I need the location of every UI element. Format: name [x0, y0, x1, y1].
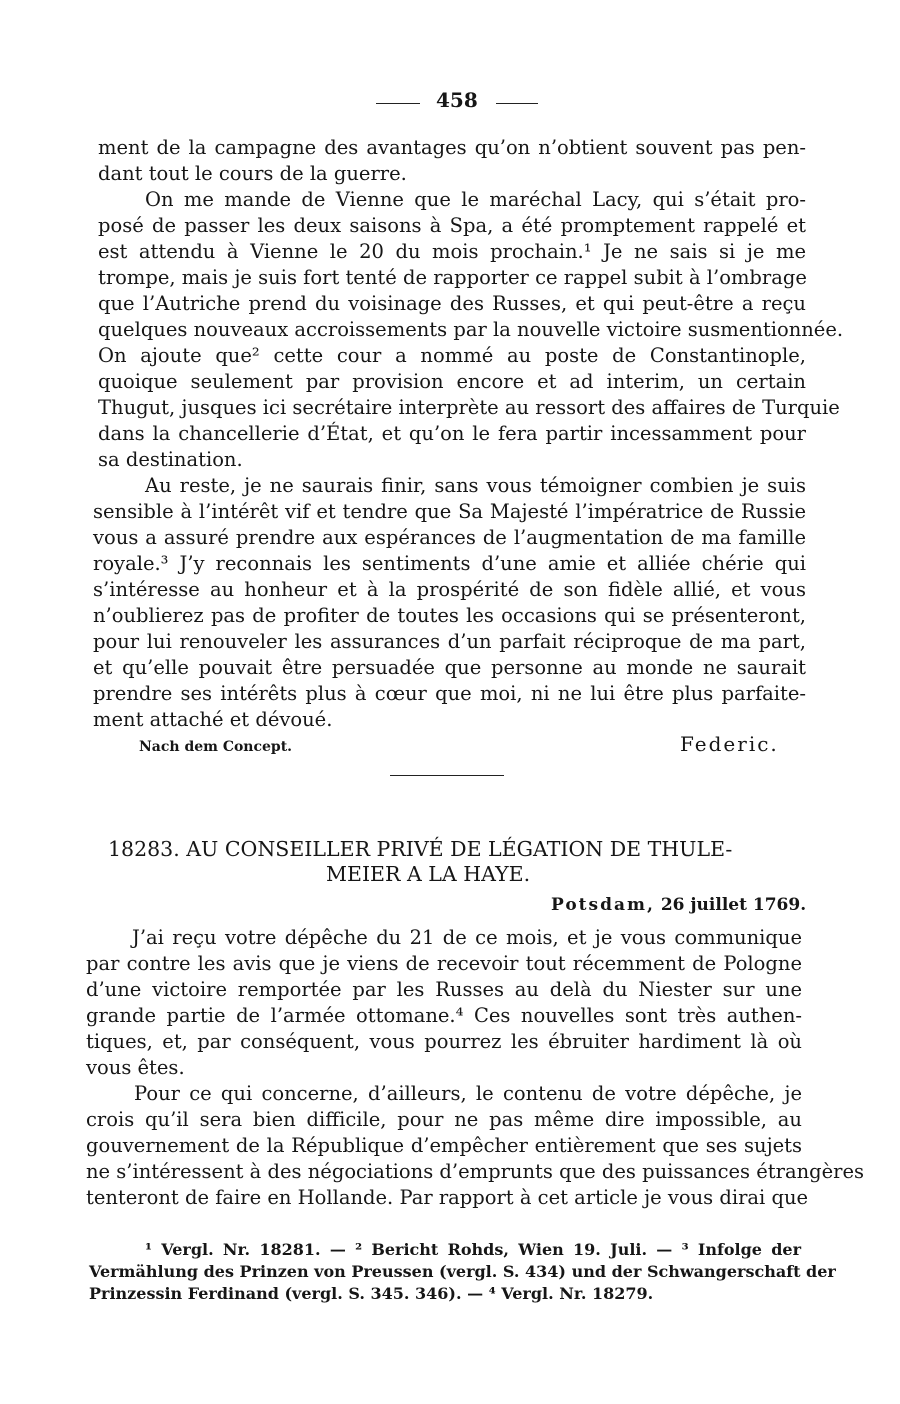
source-note: Nach dem Concept.: [139, 739, 293, 755]
body-line: que l’Autriche prend du voisinage des Russes, et qui peut-être a reçu: [98, 292, 806, 315]
body-line: gouvernement de la République d’empêcher entièrement que ses sujets: [86, 1134, 802, 1157]
body-line: pour lui renouveler les assurances d’un parfait réciproque de ma part,: [93, 630, 806, 653]
body-line: prendre ses intérêts plus à cœur que moi, ni ne lui être plus parfaite-: [93, 682, 806, 705]
body-line: est attendu à Vienne le 20 du mois prochain.¹ Je ne sais si je me: [98, 240, 806, 263]
letter-heading: 18283. AU CONSEILLER PRIVÉ DE LÉGATION DE THULE-: [108, 837, 733, 861]
footnote-line: Prinzessin Ferdinand (vergl. S. 345. 346). — ⁴ Vergl. Nr. 18279.: [89, 1284, 654, 1303]
date: 26 juillet 1769.: [660, 895, 807, 915]
body-line: Au reste, je ne saurais finir, sans vous témoigner combien je suis: [145, 474, 806, 497]
body-line: ment de la campagne des avantages qu’on n’obtient souvent pas pen-: [98, 136, 806, 159]
body-line: Pour ce qui concerne, d’ailleurs, le contenu de votre dépêche, je: [134, 1082, 802, 1105]
body-line: n’oublierez pas de profiter de toutes les occasions qui se présenteront,: [93, 604, 806, 627]
body-line: sa destination.: [98, 448, 243, 471]
footnote-line: Vermählung des Prinzen von Preussen (vergl. S. 434) und der Schwangerschaft der: [89, 1262, 836, 1281]
body-line: ne s’intéressent à des négociations d’emprunts que des puissances étrangères: [86, 1160, 865, 1183]
body-line: quoique seulement par provision encore et ad interim, un certain: [98, 370, 806, 393]
letter-heading-continued: MEIER A LA HAYE.: [326, 862, 531, 886]
header-rule-right: [496, 103, 538, 104]
signature: Federic.: [680, 732, 779, 756]
body-line: trompe, mais je suis fort tenté de rapporter ce rappel subit à l’ombrage: [98, 266, 807, 289]
body-line: J’ai reçu votre dépêche du 21 de ce mois, et je vous communique: [132, 926, 802, 949]
place-date: [551, 895, 806, 915]
body-line: vous êtes.: [86, 1056, 185, 1079]
body-line: par contre les avis que je viens de recevoir tout récemment de Pologne: [86, 952, 802, 975]
body-line: et qu’elle pouvait être persuadée que personne au monde ne saurait: [93, 656, 806, 679]
footnote-line: ¹ Vergl. Nr. 18281. — ² Bericht Rohds, Wien 19. Juli. — ³ Infolge der: [145, 1240, 801, 1259]
body-line: d’une victoire remportée par les Russes au delà du Niester sur une: [86, 978, 802, 1001]
body-line: sensible à l’intérêt vif et tendre que Sa Majesté l’impératrice de Russie: [93, 500, 806, 523]
body-line: On me mande de Vienne que le maréchal Lacy, qui s’était pro-: [145, 188, 806, 211]
body-line: Thugut, jusques ici secrétaire interprète au ressort des affaires de Turquie: [98, 396, 840, 419]
body-line: dans la chancellerie d’État, et qu’on le fera partir incessamment pour: [98, 422, 806, 445]
body-line: quelques nouveaux accroissements par la nouvelle victoire susmentionnée.: [98, 318, 844, 341]
body-line: tiques, et, par conséquent, vous pourrez les ébruiter hardiment là où: [86, 1030, 802, 1053]
body-line: posé de passer les deux saisons à Spa, a été promptement rappelé et: [98, 214, 806, 237]
header-rule-left: [376, 103, 420, 104]
page-number: 458: [436, 88, 478, 112]
section-divider: [390, 775, 504, 776]
body-line: ment attaché et dévoué.: [93, 708, 333, 731]
body-line: grande partie de l’armée ottomane.⁴ Ces nouvelles sont très authen-: [86, 1004, 802, 1027]
body-line: dant tout le cours de la guerre.: [98, 162, 407, 185]
body-line: s’intéresse au honheur et à la prospérité de son fidèle allié, et vous: [93, 578, 806, 601]
body-line: royale.³ J’y reconnais les sentiments d’une amie et alliée chérie qui: [93, 552, 806, 575]
body-line: On ajoute que² cette cour a nommé au poste de Constantinople,: [98, 344, 806, 367]
body-line: tenteront de faire en Hollande. Par rapport à cet article je vous dirai que: [86, 1186, 809, 1209]
body-line: vous a assuré prendre aux espérances de l’augmentation de ma famille: [93, 526, 806, 549]
place: Potsdam,: [551, 895, 655, 915]
body-line: crois qu’il sera bien difficile, pour ne pas même dire impossible, au: [86, 1108, 802, 1131]
